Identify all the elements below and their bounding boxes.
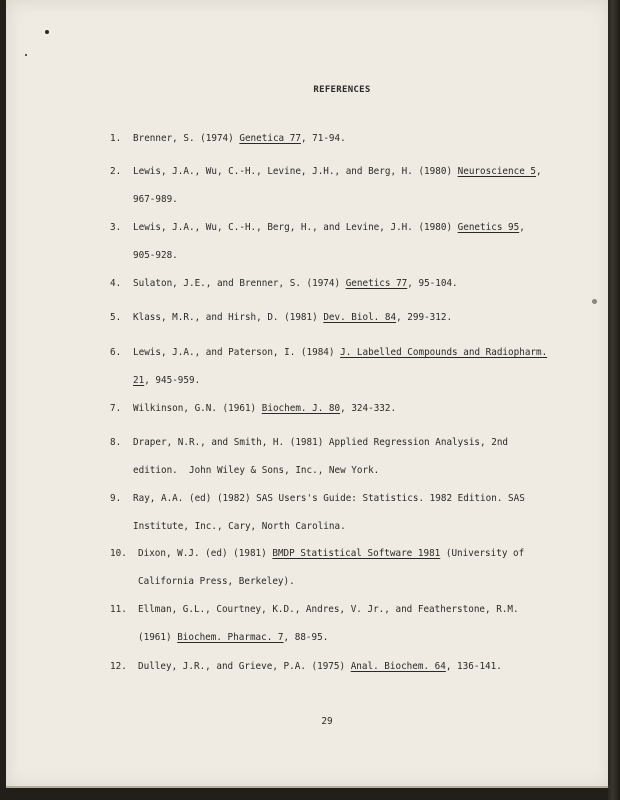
reference-text: Sulaton, J.E., and Brenner, S. (1974)	[133, 278, 346, 289]
reference-text: Ray, A.A. (ed) (1982) SAS Users's Guide: Statistics. 1982 Edition. SAS	[133, 493, 525, 504]
reference-text: Lewis, J.A., Wu, C.-H., Levine, J.H., and Berg, H. (1980)	[133, 166, 458, 177]
page-number: 29	[321, 716, 333, 727]
journal-title: Genetics 77	[345, 278, 408, 289]
journal-title: Genetica 77	[239, 133, 301, 144]
reference-number: 7.	[110, 403, 122, 414]
reference-line	[133, 341, 547, 365]
reference-number: 4.	[110, 278, 122, 289]
journal-title: Neuroscience 5	[457, 166, 537, 177]
reference-line	[138, 626, 328, 650]
reference-line	[138, 542, 524, 566]
reference-number: 1.	[110, 133, 122, 144]
reference-line	[138, 598, 519, 622]
reference-line	[133, 369, 200, 393]
speck	[25, 54, 27, 56]
reference-number: 5.	[110, 312, 122, 323]
reference-number: 9.	[110, 493, 122, 504]
reference-line	[133, 244, 178, 268]
reference-pages: , 324-332.	[340, 403, 397, 414]
reference-line	[133, 272, 458, 296]
journal-title: BMDP Statistical Software 1981	[272, 548, 441, 559]
reference-text: Brenner, S. (1974)	[133, 133, 240, 144]
journal-title: 21	[133, 375, 145, 386]
reference-text: (1961)	[138, 632, 178, 643]
page-edge	[608, 0, 620, 800]
reference-text: Draper, N.R., and Smith, H. (1981) Applied Regression Analysis, 2nd	[133, 437, 509, 448]
reference-line	[133, 216, 525, 240]
reference-line	[138, 655, 502, 679]
reference-text: Lewis, J.A., and Paterson, I. (1984)	[133, 347, 341, 358]
reference-pages: ,	[519, 222, 525, 233]
reference-line	[133, 459, 379, 483]
journal-title: Genetics 95	[457, 222, 520, 233]
reference-line	[133, 487, 525, 511]
page-heading: REFERENCES	[313, 85, 371, 95]
reference-pages: , 945-959.	[144, 375, 201, 386]
reference-text: Wilkinson, G.N. (1961)	[133, 403, 262, 414]
reference-pages: , 71-94.	[300, 133, 346, 144]
reference-text: Dulley, J.R., and Grieve, P.A. (1975)	[138, 661, 351, 672]
reference-number: 11.	[110, 604, 127, 615]
reference-pages: , 88-95.	[283, 632, 329, 643]
reference-text: Institute, Inc., Cary, North Carolina.	[133, 521, 346, 532]
reference-text: edition. John Wiley & Sons, Inc., New York.	[133, 465, 380, 476]
speck	[45, 30, 49, 34]
journal-title: J. Labelled Compounds and Radiopharm.	[340, 347, 548, 358]
reference-line	[133, 397, 396, 421]
reference-pages: (University of	[440, 548, 525, 559]
reference-pages: , 136-141.	[445, 661, 502, 672]
reference-number: 6.	[110, 347, 122, 358]
reference-line	[133, 188, 178, 212]
reference-text: Ellman, G.L., Courtney, K.D., Andres, V. Jr., and Featherstone, R.M.	[138, 604, 519, 615]
reference-text: Klass, M.R., and Hirsh, D. (1981)	[133, 312, 324, 323]
reference-text: Dixon, W.J. (ed) (1981)	[138, 548, 273, 559]
journal-title: Biochem. J. 80	[261, 403, 341, 414]
reference-text: California Press, Berkeley).	[138, 576, 295, 587]
journal-title: Anal. Biochem. 64	[350, 661, 446, 672]
journal-title: Biochem. Pharmac. 7	[177, 632, 284, 643]
reference-line	[133, 160, 542, 184]
page-crease	[6, 786, 610, 788]
reference-text: Lewis, J.A., Wu, C.-H., Berg, H., and Levine, J.H. (1980)	[133, 222, 458, 233]
reference-line	[138, 570, 295, 594]
reference-number: 10.	[110, 548, 127, 559]
reference-number: 3.	[110, 222, 122, 233]
reference-line	[133, 431, 508, 455]
reference-text: 967-989.	[133, 194, 178, 205]
reference-pages: , 299-312.	[396, 312, 453, 323]
reference-text: 905-928.	[133, 250, 178, 261]
reference-pages: ,	[536, 166, 542, 177]
reference-line	[133, 515, 346, 539]
reference-number: 8.	[110, 437, 122, 448]
reference-number: 12.	[110, 661, 127, 672]
reference-number: 2.	[110, 166, 122, 177]
journal-title: Dev. Biol. 84	[323, 312, 397, 323]
reference-line	[133, 127, 346, 151]
reference-pages: , 95-104.	[407, 278, 458, 289]
binder-hole-mark	[592, 299, 597, 304]
reference-line	[133, 306, 452, 330]
